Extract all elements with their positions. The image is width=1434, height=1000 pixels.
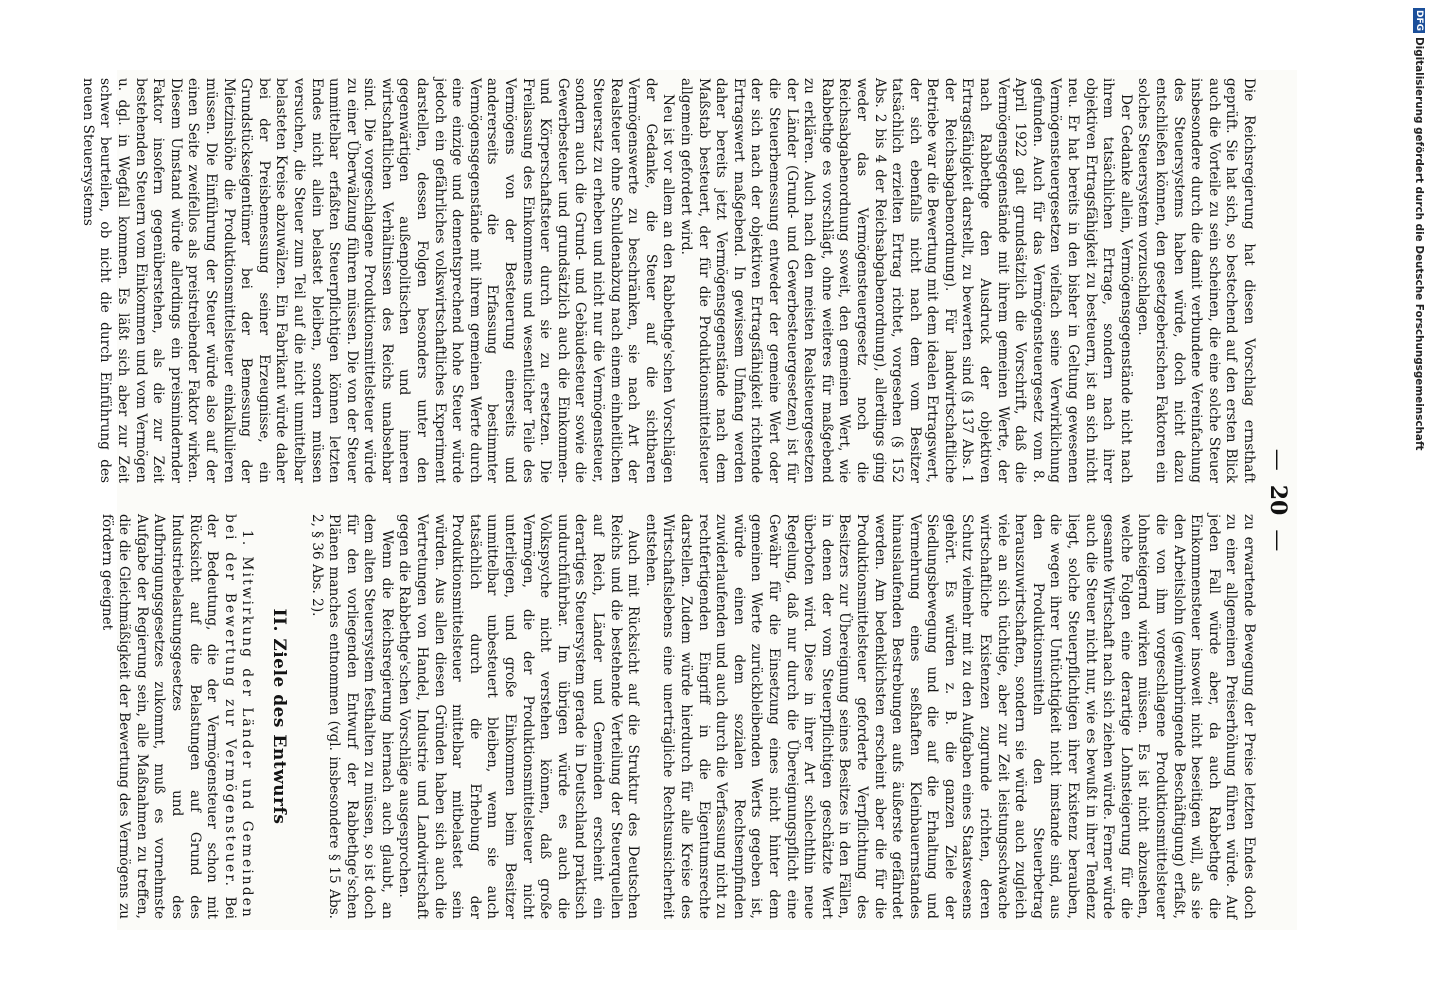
paragraph: Der Gedanke allein, Vermögensgegenstände nicht nach ihrem tatsächlichen Ertrage, sondern nach ihrer objektiven Ertragsfähigkeit zu besteuern, ist an sich nicht neu. Er hat bereits in den bisher in Geltung gewesenen Vermögensteuergesetzen vielfach seine Verwirklichung gefunden. Auch für das Vermögensteuergesetz vom 8. April 1922 galt grundsätzlich die Vorschrift, daß die Vermögensgegenstände mit ihrem gemeinen Werte, der nach Rabbethge den Ausdruck der objektiven Ertragsfähigkeit darstellt, zu bewerten sind (§ 137 Abs. 1 der Reichsabgabenordnung). Für landwirtschaftliche Betriebe war die Bewertung mit dem idealen Ertragswert, der sich ebenfalls nicht nach dem vom Besitzer tatsächlich erzielten Ertrag richtet, vorgesehen (§ 152 Abs. 2 bis 4 der Reichsabgabenordnung), allerdings ging weder das Vermögensteuergesetz noch die Reichsabgabenordnung soweit, den gemeinen Wert, wie Rabbethge es vorschlägt, ohne weiteres für maßgebend zu erklären. Auch nach den meisten Realsteuergesetzen der Länder (Grund- und Gewerbesteuergesetzen) ist für die Steuerbemessung entweder der gemeine Wert oder der sich nach der objektiven Ertragsfähigkeit richtende Ertragswert maßgebend. In gewissem Umfang werden daher bereits jetzt Vermögensgegenstände nach dem Maßstab besteuert, der für die Produktionsmittelsteuer allgemein gefordert wird.	[678, 78, 1134, 483]
section-paragraph-lead: 1. Mitwirkung der Länder und Gemeinden bei der Bewertung zur Vermögensteuer.	[221, 514, 256, 919]
right-column	[98, 514, 1257, 919]
paragraph: Wenn die Reichsregierung hiernach auch glaubt, an dem alten Steuersystem festhalten zu müssen, so ist doch für den vorliegenden Entwurf der Rabbethge'schen Plänen manches entnommen (vgl. insbesondere § 15 Abs. 2, § 36 Abs. 2).	[308, 514, 395, 919]
paragraph: Auch mit Rücksicht auf die Struktur des Deutschen Reichs und die bestehende Verteilung der Steuerquellen auf Reich, Länder und Gemeinden erscheint ein derartiges Steuersystem gerade in Deutschland praktisch undurchführbar. Im übrigen würde es auch die Volkspsyche nicht verstehen können, daß große Vermögen, die der Produktionsmittelsteuer nicht unterliegen, und große Einkommen beim Besitzer unmittelbar unbesteuert bleiben, wenn sie auch tatsächlich durch die Erhebung der Produktionsmittelsteuer mittelbar mitbelastet sein würden. Aus allen diesen Gründen haben sich auch die Vertretungen von Handel, Industrie und Landwirtschaft gegen die Rabbethge'schen Vorschläge ausgesprochen.	[396, 514, 642, 919]
paragraph: Die Reichsregierung hat diesen Vorschlag ernsthaft geprüft. Sie hat sich, so bestechend auf den ersten Blick auch die Vorteile zu sein scheinen, die eine solche Steuer insbesondere durch die damit verbundene Vereinfachung des Steuersystems haben würde, doch nicht dazu entschließen können, den gesetzgeberischen Faktoren ein solches Steuersystem vorzuschlagen.	[1135, 78, 1257, 483]
section-paragraph	[97, 514, 255, 919]
paragraph: zu erwartende Bewegung der Preise letzten Endes doch zu einer allgemeinen Preiserhöhung führen würde. Auf jeden Fall würde aber, da auch Rabbethge die Einkommensteuer insoweit nicht beseitigen will, als sie den Arbeitslohn (gewinnbringende Beschäftigung) erfaßt, die von ihm vorgeschlagene Produktionsmittelsteuer lohnsteigernd wirken müssen. Es ist nicht abzusehen, welche Folgen eine derartige Lohnsteigerung für die gesamte Wirtschaft nach sich ziehen würde. Ferner würde auch die Steuer nicht nur, wie es bewußt in ihrer Tendenz liegt, solche Steuerpflichtigen ihrer Existenz berauben, die wegen ihrer Untüchtigkeit nicht imstande sind, aus den Produktionsmitteln den Steuerbetrag herauszuwirtschaften, sondern sie würde auch zugleich viele an sich tüchtige, aber zur Zeit leistungsschwache wirtschaftliche Existenzen zugrunde richten, deren Schutz vielmehr mit zu den Aufgaben eines Staatswesens gehört. Es würden z. B. die ganzen Ziele der Siedlungsbewegung und die auf die Erhaltung und Vermehrung eines seßhaften Kleinbauernstandes hinauslaufenden Bestrebungen aufs äußerste gefährdet werden. Am bedenklichsten erscheint aber die für die Produktionsmittelsteuer geforderte Verpflichtung des Besitzers zur Übereignung seines Besitzes in den Fällen, in denen der vom Steuerpflichtigen geschätzte Wert überboten wird. Diese in ihrer Art schlechthin neue Regelung, daß nur durch die Übereignungspflicht eine Gewähr für die Einsetzung eines nicht hinter dem gemeinen Werte zurückbleibenden Werts gegeben ist, würde einen dem sozialen Rechtsempfinden zuwiderlaufenden und auch durch die Verfassung nicht zu rechtfertigenden Eingriff in die Eigentumsrechte darstellen. Zudem würde hierdurch für alle Kreise des Wirtschaftslebens eine unerträgliche Rechtsunsicherheit entstehen.	[642, 514, 1257, 919]
section-heading: II. Ziele des Entwurfs	[268, 608, 289, 825]
paragraph: Neu ist vor allem an den Rabbethge'schen Vorschlägen der Gedanke, die Steuer auf die sichtbaren Vermögenswerte zu beschränken, sie nach Art der Realsteuer ohne Schuldenabzug nach einem einheitlichen Steuersatz zu erheben und nicht nur die Vermögensteuer, sondern auch die Grund- und Gebäudesteuer sowie die Gewerbesteuer und grundsätzlich auch die Einkommen- und Körperschaftsteuer durch sie zu ersetzen. Die Freilassung des Einkommens und wesentlicher Teile des Vermögens von der Besteuerung einerseits und andererseits die Erfassung bestimmter Vermögensgegenstände mit ihrem gemeinen Werte durch eine einzige und dementsprechend hohe Steuer würde jedoch ein gefährliches volkswirtschaftliches Experiment darstellen, dessen Folgen besonders unter den gegenwärtigen außenpolitischen und inneren wirtschaftlichen Verhältnissen des Reichs unabsehbar sind. Die vorgeschlagene Produktionsmittelsteuer würde zu einer Überwälzung führen müssen. Die von der Steuer unmittelbar erfaßten Steuerpflichtigen können letzten Endes nicht allein belastet bleiben, sondern müssen versuchen, die Steuer zum Teil auf die nicht unmittelbar belasteten Kreise abzuwälzen. Ein Fabrikant würde daher bei der Preisbemessung seiner Erzeugnisse, ein Grundstückseigentümer bei der Bemessung der Mietzinshöhe die Produktionsmittelsteuer einkalkulieren müssen. Die Einführung der Steuer würde also auf der einen Seite zweifellos als preistreibender Faktor wirken. Diesem Umstand würde allerdings ein preismindernder Faktor insofern gegenüberstehen, als die zur Zeit bestehenden Steuern vom Einkommen und vom Vermögen u. dgl. in Wegfall kommen. Es läßt sich aber zur Zeit schwer beurteilen, ob nicht die durch Einführung des neuen Steuersystems	[79, 78, 677, 483]
dfg-logo: DFG	[1414, 10, 1424, 32]
funding-side-label	[1408, 8, 1430, 451]
funding-note: Digitalisierung gefördert durch die Deutsche Forschungsgemeinschaft	[1413, 37, 1425, 451]
section-paragraph-text: Bei der Bedeutung, die der Vermögensteuer schon mit Rücksicht auf die Belastungen auf Grund des Industriebelastungsgesetzes und des Aufbringungsgesetzes zukommt, muß es vornehmste Aufgabe der Regierung sein, alle Maßnahmen zu treffen, die die Gleichmäßigkeit der Bewertung des Vermögens zu fördern geeignet	[98, 514, 238, 919]
page-number-value: 20	[1265, 484, 1291, 516]
left-column	[79, 78, 1257, 483]
page-number: —20—	[1265, 448, 1291, 552]
scanned-page	[79, 70, 1297, 930]
